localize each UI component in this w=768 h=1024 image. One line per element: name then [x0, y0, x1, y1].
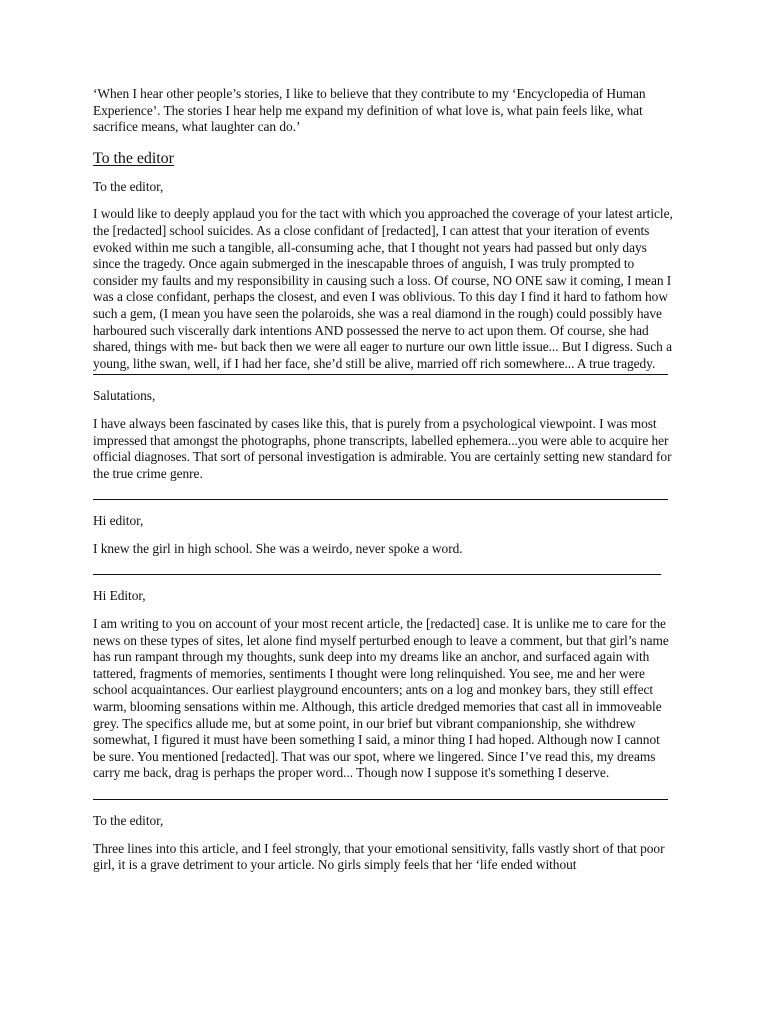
letter-salutation: To the editor,: [93, 178, 164, 194]
divider: [93, 374, 668, 375]
letter: [93, 813, 675, 874]
letter: [93, 588, 675, 782]
letter-salutation: To the editor,: [93, 813, 164, 828]
letter-body: I knew the girl in high school. She was a weirdo, never spoke a word.: [93, 540, 463, 556]
section-heading: To the editor: [93, 149, 174, 167]
letter-salutation: Hi editor,: [93, 513, 144, 529]
divider: [93, 799, 668, 800]
divider: [93, 499, 668, 500]
letter: [93, 513, 675, 557]
letter-salutation: Hi Editor,: [93, 588, 146, 604]
letter: [93, 179, 675, 373]
letter-body: I am writing to you on account of your most recent article, the [redacted] case. It is unlike me to care for the news on these types of sites, let alone find myself perturbed enough to leave a comment, but that girl’s name has run rampant through my thoughts, sunk deep into my dreams like an anchor, and surfaced again with tattered, fragments of memories, sentiments I thought were long relinquished. You see, me and her were school acquaintances. Our earliest playground encounters; ants on a log and monkey bars, they still effect warm, blooming sensations within me. Although, this article dredged memories that cast all in immoveable grey. The specifics allude me, but at some point, in our brief but vibrant companionship, she withdrew somewhat, I figured it must have been something I said, a minor thing I had hoped. Although now I cannot be sure. You mentioned [redacted]. That was our spot, where we lingered. Since I’ve read this, my dreams carry me back, drag is perhaps the proper word... Though now I suppose it's something I deserve.: [93, 616, 669, 781]
letter-body: Three lines into this article, and I feel strongly, that your emotional sensitivity, falls vastly short of that poor girl, it is a grave detriment to your article. No girls simply feels that her ‘life ended without: [93, 840, 665, 873]
document-page: [93, 86, 675, 874]
intro-quote: ‘When I hear other people’s stories, I like to believe that they contribute to my ‘Encyclopedia of Human Experience’. The stories I hear help me expand my definition of what love is, what pain feels like, what sacrifice means, what laughter can do.’: [93, 86, 646, 135]
letter-body: I have always been fascinated by cases like this, that is purely from a psychological viewpoint. I was most impressed that amongst the photographs, phone transcripts, labelled ephemera...you were able to acquire her official diagnoses. That sort of personal investigation is admirable. You are certainly setting new standard for the true crime genre.: [93, 415, 672, 481]
letter-salutation: Salutations,: [93, 388, 156, 404]
letter-body: I would like to deeply applaud you for the tact with which you approached the coverage of your latest article, the [redacted] school suicides. As a close confidant of [redacted], I can attest that your iteration of events evoked within me such a tangible, all-consuming ache, that I thought not years had passed but only days since the tragedy. Once again submerged in the inescapable throes of anguish, I was truly prompted to consider my faults and my responsibility in causing such a loss. Of course, NO ONE saw it coming, I mean I was a close confidant, perhaps the closest, and even I was oblivious. To this day I find it hard to fathom how such a gem, (I mean you have seen the polaroids, she was a real diamond in the rough) could possibly have harboured such viscerally dark intentions AND possessed the nerve to act upon them. Of course, she had shared, things with me- but back then we were all eager to nurture our own little issue... But I digress. Such a young, lithe swan, well, if I had her face, she’d still be alive, married off rich somewhere... A true tragedy.: [93, 206, 673, 371]
letter: [93, 388, 675, 482]
divider: [93, 574, 661, 575]
